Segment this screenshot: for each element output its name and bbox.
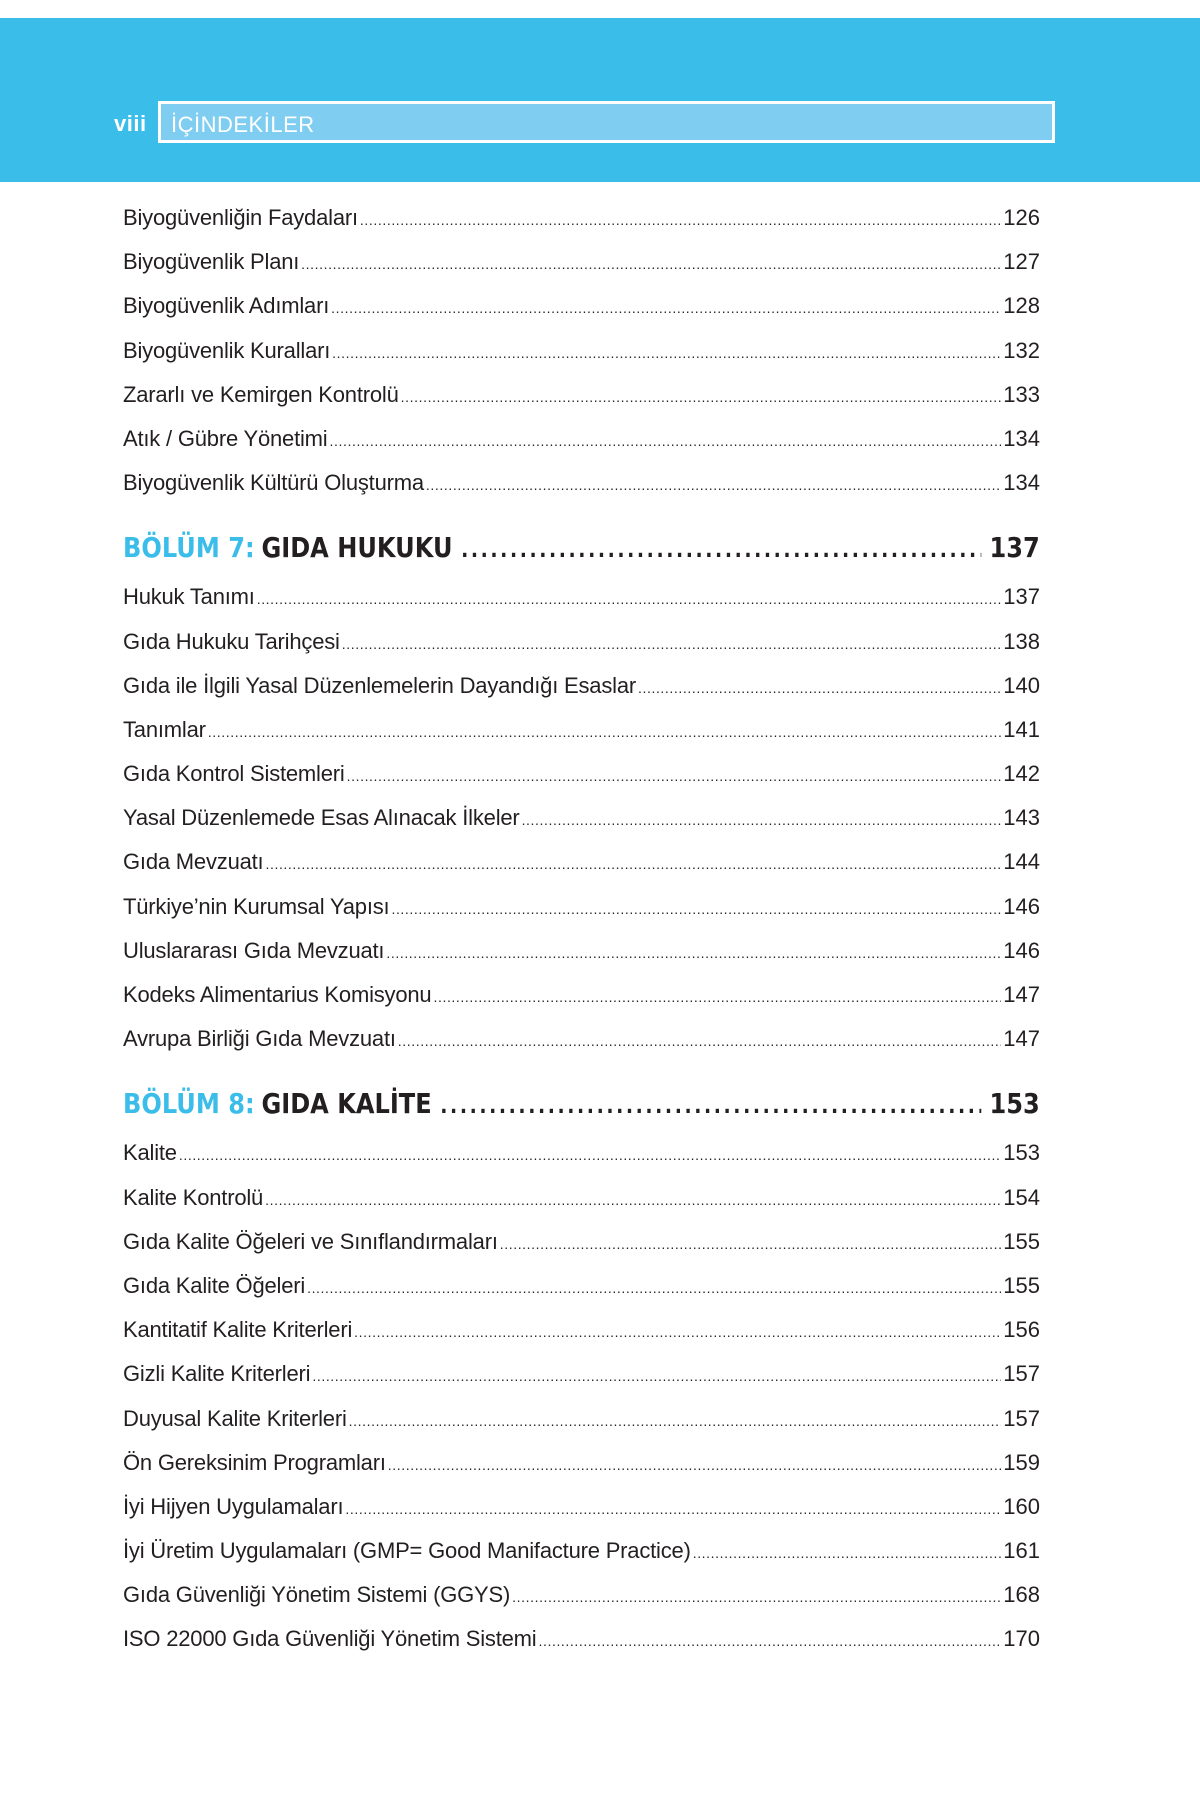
- toc-entry-page: 160: [1003, 1493, 1040, 1519]
- toc-entry-page: 127: [1003, 249, 1040, 275]
- toc-entry-label: Gıda Kalite Öğeleri ve Sınıflandırmaları: [123, 1228, 498, 1254]
- toc-entry[interactable]: [123, 664, 1040, 708]
- toc-entry-label: Kalite Kontrolü: [123, 1184, 264, 1210]
- toc-entry-page: 157: [1003, 1405, 1040, 1431]
- leader-dots: [388, 1443, 1002, 1487]
- toc-entry[interactable]: [123, 575, 1040, 619]
- toc-entry[interactable]: [123, 1441, 1040, 1485]
- toc-entry[interactable]: [123, 284, 1040, 328]
- toc-entry-page: 170: [1003, 1626, 1040, 1652]
- leader-dots: [312, 1354, 1001, 1398]
- toc-entry[interactable]: [123, 620, 1040, 664]
- toc-entry-page: 161: [1003, 1538, 1040, 1564]
- leader-dots: [638, 666, 1001, 710]
- leader-dots: [440, 1084, 981, 1130]
- toc-entry-label: Gıda Hukuku Tarihçesi: [123, 628, 340, 654]
- toc-entry-page: 132: [1003, 337, 1040, 363]
- toc-entry-label: Yasal Düzenlemede Esas Alınacak İlkeler: [123, 805, 520, 831]
- toc-entry[interactable]: [123, 1573, 1040, 1617]
- toc-entry-page: 144: [1003, 849, 1040, 875]
- leader-dots: [332, 331, 1001, 375]
- chapter-page: 153: [989, 1087, 1040, 1121]
- toc-entry-page: 134: [1003, 470, 1040, 496]
- leader-dots: [433, 975, 1001, 1019]
- toc-entry-page: 128: [1003, 293, 1040, 319]
- chapter-title: GIDA HUKUKU: [261, 531, 453, 565]
- toc-entry-page: 159: [1003, 1449, 1040, 1475]
- leader-dots: [265, 1178, 1001, 1222]
- leader-dots: [401, 375, 1002, 419]
- toc-entry-label: Duyusal Kalite Kriterleri: [123, 1405, 347, 1431]
- toc-section-chapter8: [123, 1131, 1040, 1661]
- table-of-contents: [123, 196, 1040, 1662]
- toc-entry[interactable]: [123, 885, 1040, 929]
- toc-entry[interactable]: [123, 196, 1040, 240]
- leader-dots: [257, 577, 1002, 621]
- toc-entry[interactable]: [123, 1131, 1040, 1175]
- leader-dots: [179, 1133, 1001, 1177]
- toc-entry-label: Zararlı ve Kemirgen Kontrolü: [123, 381, 399, 407]
- toc-entry-label: Uluslararası Gıda Mevzuatı: [123, 937, 385, 963]
- toc-entry-label: Avrupa Birliği Gıda Mevzuatı: [123, 1026, 396, 1052]
- toc-entry-page: 134: [1003, 425, 1040, 451]
- chapter-heading-7[interactable]: [123, 525, 1040, 571]
- leader-dots: [265, 842, 1001, 886]
- toc-entry-label: Kantitatif Kalite Kriterleri: [123, 1317, 353, 1343]
- leader-dots: [426, 463, 1001, 507]
- toc-section-top: [123, 196, 1040, 505]
- toc-entry-label: Kalite: [123, 1140, 177, 1166]
- leader-dots: [461, 528, 981, 574]
- toc-entry-label: İyi Üretim Uygulamaları (GMP= Good Manifacture Practice): [123, 1538, 691, 1564]
- toc-entry-label: Gıda Mevzuatı: [123, 849, 264, 875]
- leader-dots: [398, 1019, 1001, 1063]
- toc-entry-label: İyi Hijyen Uygulamaları: [123, 1493, 344, 1519]
- toc-entry-page: 168: [1003, 1582, 1040, 1608]
- toc-entry-page: 153: [1003, 1140, 1040, 1166]
- toc-entry-label: Ön Gereksinim Programları: [123, 1449, 386, 1475]
- chapter-number: BÖLÜM 7:: [123, 531, 255, 565]
- toc-entry-page: 156: [1003, 1317, 1040, 1343]
- toc-entry[interactable]: [123, 373, 1040, 417]
- toc-entry-label: Hukuk Tanımı: [123, 584, 255, 610]
- toc-entry[interactable]: [123, 1176, 1040, 1220]
- leader-dots: [349, 1399, 1002, 1443]
- toc-entry-page: 154: [1003, 1184, 1040, 1210]
- title-box: [158, 101, 1055, 143]
- leader-dots: [301, 242, 1001, 286]
- toc-entry-label: Gıda Kalite Öğeleri: [123, 1272, 306, 1298]
- toc-entry[interactable]: [123, 1529, 1040, 1573]
- leader-dots: [330, 419, 1002, 463]
- toc-entry-page: 138: [1003, 628, 1040, 654]
- toc-entry-page: 140: [1003, 672, 1040, 698]
- toc-entry[interactable]: [123, 1485, 1040, 1529]
- toc-entry-page: 147: [1003, 1026, 1040, 1052]
- toc-entry-page: 133: [1003, 381, 1040, 407]
- toc-entry-page: 137: [1003, 584, 1040, 610]
- toc-entry[interactable]: [123, 240, 1040, 284]
- toc-entry-label: Biyogüvenlik Kuralları: [123, 337, 331, 363]
- leader-dots: [386, 931, 1001, 975]
- toc-entry-label: Biyogüvenlik Kültürü Oluşturma: [123, 470, 424, 496]
- leader-dots: [345, 1487, 1001, 1531]
- toc-section-chapter7: [123, 575, 1040, 1061]
- toc-entry[interactable]: [123, 461, 1040, 505]
- chapter-page: 137: [989, 531, 1040, 565]
- leader-dots: [342, 622, 1002, 666]
- toc-entry[interactable]: [123, 417, 1040, 461]
- chapter-heading-8[interactable]: [123, 1081, 1040, 1127]
- leader-dots: [391, 887, 1001, 931]
- toc-entry[interactable]: [123, 1397, 1040, 1441]
- toc-entry-page: 146: [1003, 937, 1040, 963]
- toc-entry[interactable]: [123, 840, 1040, 884]
- toc-entry-page: 126: [1003, 205, 1040, 230]
- toc-entry[interactable]: [123, 1617, 1040, 1661]
- toc-entry-page: 147: [1003, 982, 1040, 1007]
- header-band: [0, 18, 1200, 182]
- toc-entry-page: 155: [1003, 1272, 1040, 1298]
- toc-entry-label: Biyogüvenliğin Faydaları: [123, 205, 358, 230]
- toc-entry-label: Gıda ile İlgili Yasal Düzenlemelerin Dayandığı Esaslar: [123, 672, 636, 698]
- leader-dots: [360, 198, 1001, 242]
- toc-entry-page: 142: [1003, 761, 1040, 787]
- page-title: İÇİNDEKİLER: [171, 112, 315, 137]
- leader-dots: [331, 286, 1001, 330]
- leader-dots: [354, 1310, 1001, 1354]
- chapter-number: BÖLÜM 8:: [123, 1087, 255, 1121]
- toc-entry-page: 143: [1003, 805, 1040, 831]
- toc-entry-page: 141: [1003, 716, 1040, 742]
- toc-entry[interactable]: [123, 1220, 1040, 1264]
- leader-dots: [208, 710, 1002, 754]
- toc-entry[interactable]: [123, 973, 1040, 1017]
- leader-dots: [522, 798, 1002, 842]
- toc-entry[interactable]: [123, 329, 1040, 373]
- leader-dots: [500, 1222, 1002, 1266]
- toc-entry-label: Türkiye’nin Kurumsal Yapısı: [123, 893, 390, 919]
- toc-entry[interactable]: [123, 1264, 1040, 1308]
- toc-entry[interactable]: [123, 796, 1040, 840]
- toc-entry-label: Gizli Kalite Kriterleri: [123, 1361, 311, 1387]
- toc-entry-label: ISO 22000 Gıda Güvenliği Yönetim Sistemi: [123, 1626, 537, 1652]
- toc-entry-label: Gıda Güvenliği Yönetim Sistemi (GGYS): [123, 1582, 511, 1608]
- leader-dots: [693, 1531, 1002, 1575]
- toc-entry-label: Kodeks Alimentarius Komisyonu: [123, 982, 432, 1007]
- chapter-title: GIDA KALİTE: [261, 1087, 432, 1121]
- toc-entry[interactable]: [123, 1352, 1040, 1396]
- page-number: viii: [114, 111, 147, 136]
- toc-entry-label: Biyogüvenlik Planı: [123, 249, 300, 275]
- toc-entry-page: 146: [1003, 893, 1040, 919]
- toc-entry-label: Atık / Gübre Yönetimi: [123, 425, 328, 451]
- toc-entry-label: Biyogüvenlik Adımları: [123, 293, 330, 319]
- toc-entry[interactable]: [123, 708, 1040, 752]
- toc-entry-label: Tanımlar: [123, 716, 206, 742]
- toc-entry-page: 155: [1003, 1228, 1040, 1254]
- toc-entry[interactable]: [123, 1308, 1040, 1352]
- leader-dots: [538, 1619, 1001, 1663]
- leader-dots: [307, 1266, 1001, 1310]
- toc-entry[interactable]: [123, 929, 1040, 973]
- leader-dots: [347, 754, 1002, 798]
- toc-entry[interactable]: [123, 1017, 1040, 1061]
- leader-dots: [512, 1575, 1001, 1619]
- toc-entry-page: 157: [1003, 1361, 1040, 1387]
- toc-entry[interactable]: [123, 752, 1040, 796]
- toc-entry-label: Gıda Kontrol Sistemleri: [123, 761, 345, 787]
